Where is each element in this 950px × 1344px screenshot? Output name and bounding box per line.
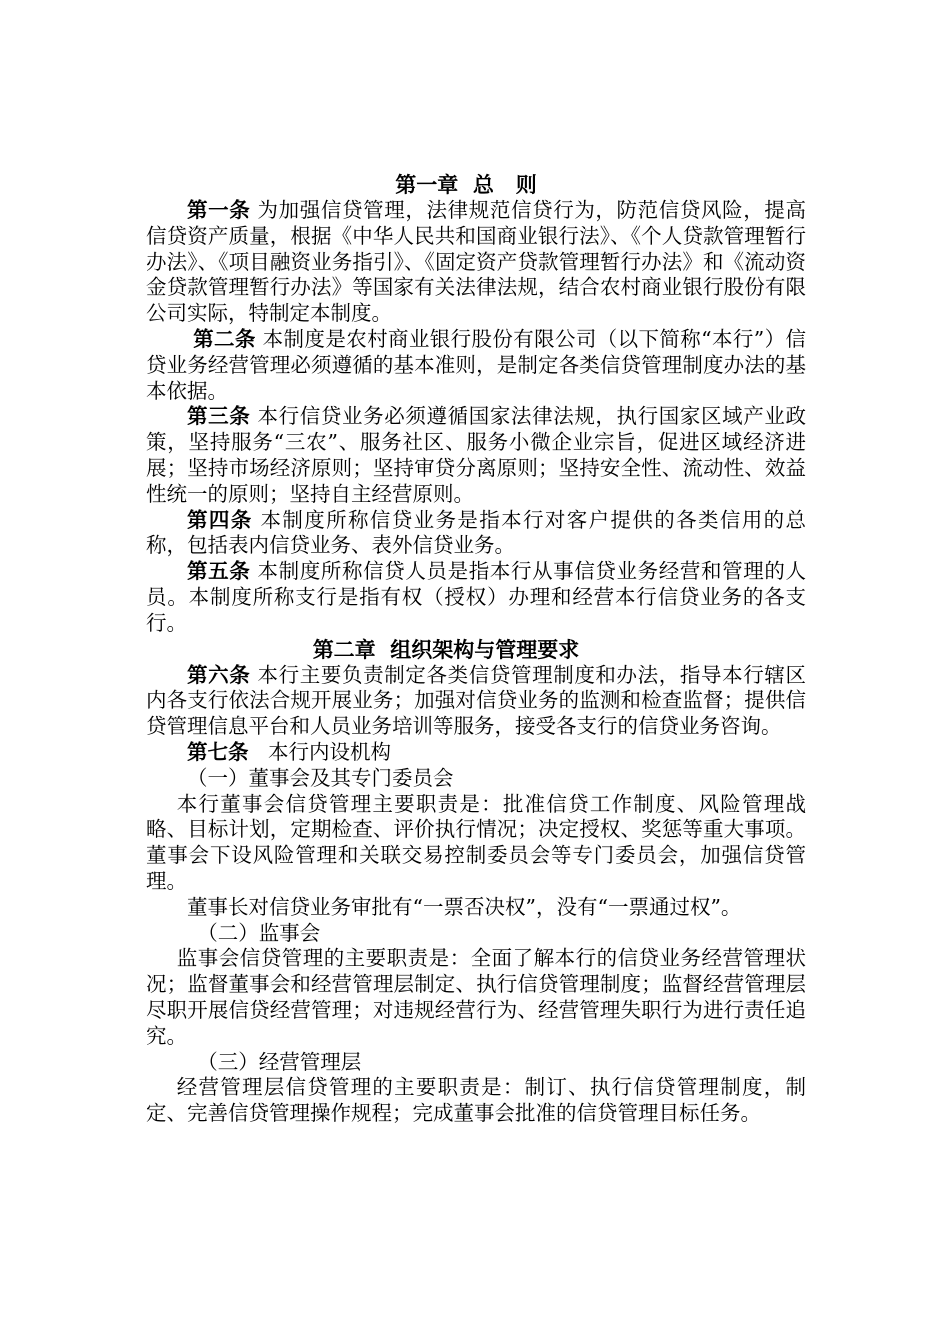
article-7-text: 本行内设机构 xyxy=(248,739,392,764)
article-1-text: 为加强信贷管理，法律规范信贷行为，防范信贷风险，提高信贷资产质量，根据《中华人民共和国商业银行法》、《个人贷款管理暂行办法》、《项目融资业务指引》、《固定资产贷款管理暂行办法》和《流动资金贷款管理暂行办法》等国家有关法律法规，结合农村商业银行股份有限公司实际，特制定本制度。 xyxy=(146,198,807,326)
section-1-paragraph-1: 本行董事会信贷管理主要职责是：批准信贷工作制度、风险管理战略、目标计划，定期检查、评价执行情况；决定授权、奖惩等重大事项。董事会下设风险管理和关联交易控制委员会等专门委员会，加强信贷管理。 xyxy=(146,791,806,893)
article-3-text: 本行信贷业务必须遵循国家法律法规，执行国家区域产业政策，坚持服务“三农”、服务社区、服务小微企业宗旨，促进区域经济进展；坚持市场经济原则；坚持审贷分离原则；坚持安全性、流动性、效益性统一的原则；坚持自主经营原则。 xyxy=(146,404,807,506)
article-6-label: 第六条 xyxy=(187,662,251,687)
article-4-text: 本制度所称信贷业务是指本行对客户提供的各类信用的总称，包括表内信贷业务、表外信贷业务。 xyxy=(146,507,807,558)
article-3 xyxy=(146,404,806,507)
article-7-label: 第七条 xyxy=(187,739,249,764)
article-4 xyxy=(146,508,806,560)
section-3-title: （三）经营管理层 xyxy=(197,1049,362,1074)
article-5-text: 本制度所称信贷人员是指本行从事信贷业务经营和管理的人员。本制度所称支行是指有权（授权）办理和经营本行信贷业务的各支行。 xyxy=(146,559,807,635)
article-2 xyxy=(146,327,806,404)
article-6-text: 本行主要负责制定各类信贷管理制度和办法，指导本行辖区内各支行依法合规开展业务；加强对信贷业务的监测和检查监督；提供信贷管理信息平台和人员业务培训等服务，接受各支行的信贷业务咨询。 xyxy=(146,662,807,739)
article-7 xyxy=(146,740,806,766)
section-1-title: （一）董事会及其专门委员会 xyxy=(187,765,454,790)
section-2-paragraph-1: 监事会信贷管理的主要职责是：全面了解本行的信贷业务经营管理状况；监督董事会和经营管理层制定、执行信贷管理制度；监督经营管理层尽职开展信贷经营管理；对违规经营行为、经营管理失职行为进行责任追究。 xyxy=(146,946,806,1048)
section-1-paragraph-2: 董事长对信贷业务审批有“一票否决权”，没有“一票通过权”。 xyxy=(187,894,742,919)
article-2-label: 第二条 xyxy=(193,326,256,351)
article-1 xyxy=(146,198,806,327)
article-5 xyxy=(146,559,806,636)
article-1-label: 第一条 xyxy=(187,198,251,222)
document-body xyxy=(146,172,806,1127)
article-4-label: 第四条 xyxy=(187,507,253,532)
chapter-2-title: 第二章 组织架构与管理要求 xyxy=(312,637,580,662)
article-6 xyxy=(146,663,806,740)
article-3-label: 第三条 xyxy=(187,404,251,429)
chapter-1-title: 第一章 总 则 xyxy=(395,173,537,197)
section-2-title: （二）监事会 xyxy=(197,920,321,945)
section-3-paragraph-1: 经营管理层信贷管理的主要职责是：制订、执行信贷管理制度，制定、完善信贷管理操作规程；完成董事会批准的信贷管理目标任务。 xyxy=(146,1075,806,1126)
article-2-text: 本制度是农村商业银行股份有限公司（以下简称“本行”）信贷业务经营管理必须遵循的基本准则，是制定各类信贷管理制度办法的基本依据。 xyxy=(146,326,806,403)
article-5-label: 第五条 xyxy=(187,559,251,584)
